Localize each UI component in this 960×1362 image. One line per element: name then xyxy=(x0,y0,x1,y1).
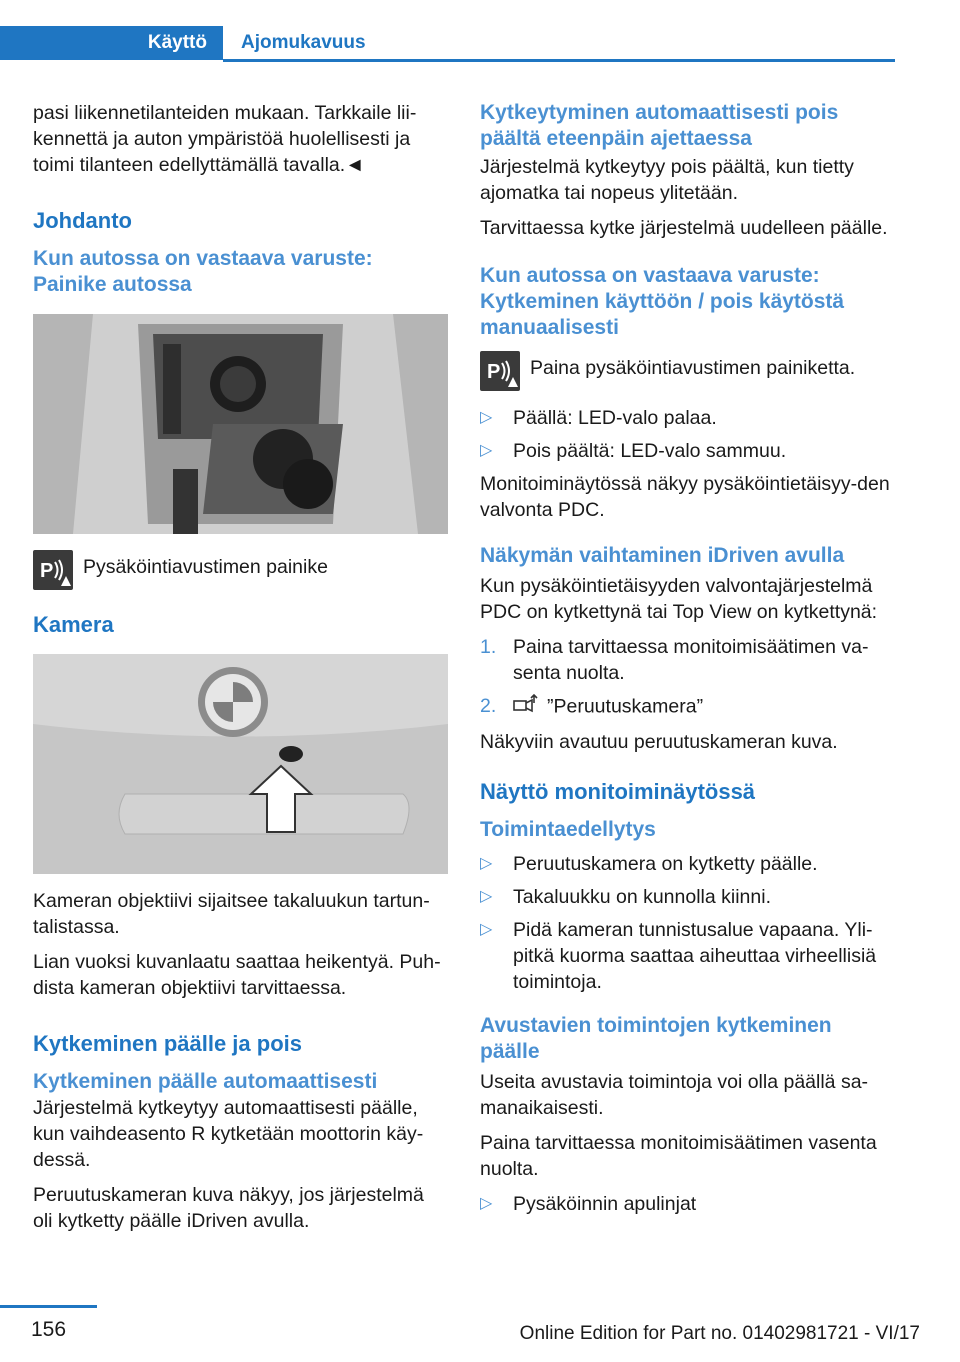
list-item xyxy=(480,1191,895,1217)
manual-button-text: Paina pysäköintiavustimen painiketta. xyxy=(530,357,856,379)
list-item-text: Pidä kameran tunnistusalue vapaana. Yli-pitkä kuorma saattaa aiheuttaa virheellisiä toimintoja. xyxy=(513,919,877,993)
idrive-steps xyxy=(480,634,895,722)
heading-manual: Kun autossa on vastaava varuste: Kytkeminen käyttöön / pois käytöstä manuaalisesti xyxy=(480,264,845,339)
triangle-bullet-icon: ▷ xyxy=(480,888,493,905)
parking-assistant-icon xyxy=(480,351,520,391)
list-item-text: Takaluukku on kunnolla kiinni. xyxy=(513,886,771,908)
pdc-button-caption-text: Pysäköintiavustimen painike xyxy=(83,556,328,578)
heading-painike-autossa: Kun autossa on vastaava varuste: Painike autossa xyxy=(33,247,373,296)
step-number: 2. xyxy=(480,695,497,717)
svg-text:P: P xyxy=(487,361,501,383)
heading-avustavat: Avustavien toimintojen kytkeminen päälle xyxy=(480,1014,832,1063)
auto-on-paragraph: Järjestelmä kytkeytyy automaattisesti päälle, kun vaihdeasento R kytketään moottorin käy-dessä. xyxy=(33,1097,424,1171)
edition-footer: Online Edition for Part no. 01402981721 - VI/17 xyxy=(519,1323,920,1344)
camera-icon xyxy=(513,693,539,722)
list-item xyxy=(480,634,895,686)
list-item-text: Päällä: LED-valo palaa. xyxy=(513,407,717,429)
chapter-tabs xyxy=(0,0,895,62)
list-item xyxy=(480,693,895,722)
camera-photo xyxy=(33,654,448,874)
right-column xyxy=(480,100,895,1224)
assist-arrow-paragraph: Paina tarvittaessa monitoimisäätimen vasenta nuolta. xyxy=(480,1132,877,1180)
heading-naytto: Näyttö monitoiminäytössä xyxy=(480,779,756,804)
list-item xyxy=(480,917,895,995)
list-item-text: Peruutuskamera on kytketty päälle. xyxy=(513,853,818,875)
idrive-paragraph: Kun pysäköintietäisyyden valvontajärjestelmä PDC on kytkettynä tai Top View on kytkettynä: xyxy=(480,575,878,623)
list-item xyxy=(480,405,895,431)
tab-ajomukavuus[interactable]: Ajomukavuus xyxy=(241,32,366,53)
list-item-text: Pysäköinnin apulinjat xyxy=(513,1193,697,1215)
triangle-bullet-icon: ▷ xyxy=(480,442,493,459)
heading-kamera: Kamera xyxy=(33,612,114,637)
assist-functions-paragraph: Useita avustavia toimintoja voi olla päällä sa-manaikaisesti. xyxy=(480,1071,869,1119)
parking-assistant-icon xyxy=(33,550,73,590)
step-text: ”Peruutuskamera” xyxy=(547,695,704,718)
left-column xyxy=(33,100,448,1243)
auto-idrive-paragraph: Peruutuskameran kuva näkyy, jos järjestelmä oli kytketty päälle iDriven avulla. xyxy=(33,1184,424,1232)
camera-location-paragraph: Kameran objektiivi sijaitsee takaluukun tartun-talistassa. xyxy=(33,890,430,938)
pdc-button-caption xyxy=(33,550,448,590)
reenable-paragraph: Tarvittaessa kytke järjestelmä uudelleen päälle. xyxy=(480,217,888,239)
led-status-list xyxy=(480,405,895,464)
triangle-bullet-icon: ▷ xyxy=(480,921,493,938)
svg-text:P: P xyxy=(40,560,54,582)
step-number: 1. xyxy=(480,636,497,658)
triangle-bullet-icon: ▷ xyxy=(480,409,493,426)
manual-button-row xyxy=(480,351,895,391)
tab-kaytto[interactable]: Käyttö xyxy=(0,26,223,60)
triangle-bullet-icon: ▷ xyxy=(480,1195,493,1212)
heading-automaattisesti: Kytkeminen päälle automaattisesti xyxy=(33,1070,378,1093)
intro-paragraph: pasi liikennetilanteiden mukaan. Tarkkaile lii-kennettä ja auton ympäristöä huolellisesti ja toimi tilanteen edellyttämällä tavalla.◄ xyxy=(33,102,417,176)
auto-off-paragraph: Järjestelmä kytkeytyy pois päältä, kun tietty ajomatka tai nopeus ylitetään. xyxy=(480,156,854,204)
list-item xyxy=(480,438,895,464)
heading-toimintaedellytys: Toimintaedellytys xyxy=(480,818,656,841)
pdc-display-paragraph: Monitoiminäytössä näkyy pysäköintietäisyy-den valvonta PDC. xyxy=(480,473,890,521)
tab-underline xyxy=(223,59,895,62)
heading-auto-off: Kytkeytyminen automaattisesti pois päältä eteenpäin ajettaessa xyxy=(480,101,839,150)
page-number: 156 xyxy=(30,1318,67,1341)
assist-functions-list xyxy=(480,1191,895,1217)
camera-view-paragraph: Näkyviin avautuu peruutuskameran kuva. xyxy=(480,731,838,753)
list-item-text: Pois päältä: LED-valo sammuu. xyxy=(513,440,787,462)
heading-kytkeminen: Kytkeminen päälle ja pois xyxy=(33,1031,302,1056)
page-number-rule xyxy=(0,1305,97,1308)
triangle-bullet-icon: ▷ xyxy=(480,855,493,872)
heading-johdanto: Johdanto xyxy=(33,208,132,233)
requirements-list xyxy=(480,851,895,995)
camera-clean-paragraph: Lian vuoksi kuvanlaatu saattaa heikentyä. Puh-dista kameran objektiivi tarvittaessa. xyxy=(33,951,441,999)
heading-idrive: Näkymän vaihtaminen iDriven avulla xyxy=(480,544,845,567)
console-photo xyxy=(33,314,448,534)
list-item xyxy=(480,851,895,877)
step-text: Paina tarvittaessa monitoimisäätimen va-senta nuolta. xyxy=(513,636,869,684)
list-item xyxy=(480,884,895,910)
